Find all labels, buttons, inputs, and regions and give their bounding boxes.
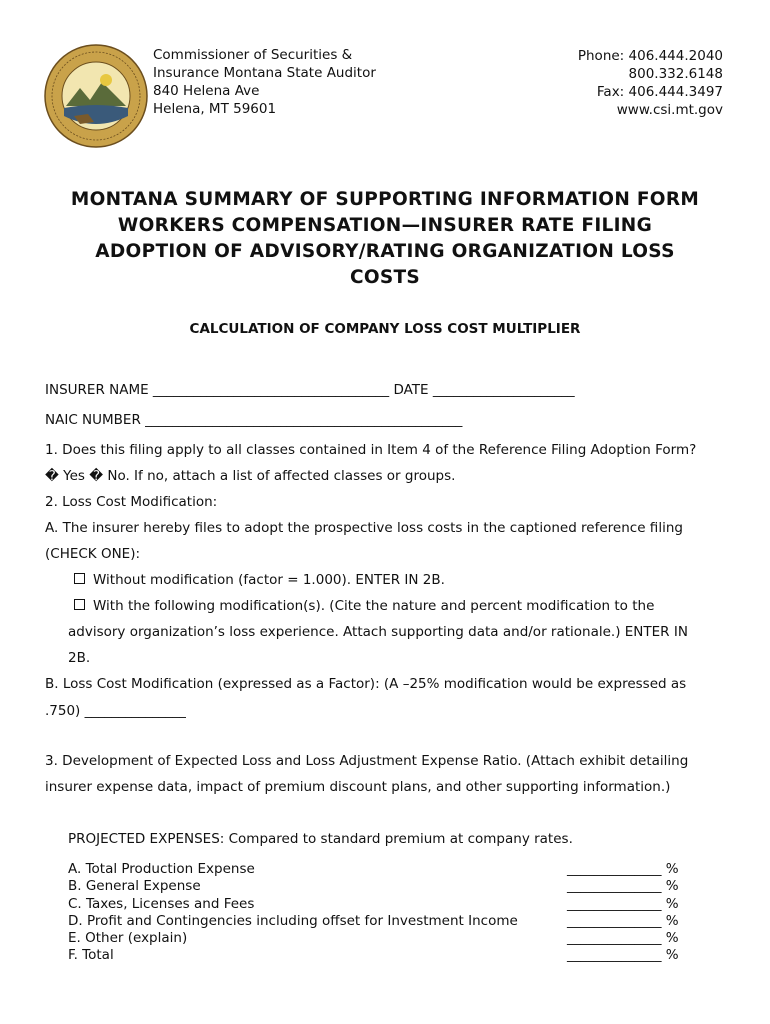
expense-percent-fields [567, 861, 679, 965]
form-title [30, 187, 740, 291]
expense-percent-field[interactable]: ______________ % [567, 912, 679, 929]
address-line: Commissioner of Securities & [153, 47, 353, 63]
expense-percent-field[interactable]: ______________ % [567, 878, 679, 895]
option-with-modification-label: With the following modification(s). (Cite the nature and percent modification to the [93, 598, 655, 614]
agency-address [153, 46, 376, 118]
naic-number-field[interactable]: NAIC NUMBER _______________________________________________ [45, 412, 463, 428]
expense-items [68, 861, 518, 965]
option-without-modification[interactable] [68, 572, 445, 588]
question-3-line-2: insurer expense data, impact of premium discount plans, and other supporting information.) [45, 779, 671, 795]
question-1: 1. Does this filing apply to all classes contained in Item 4 of the Reference Filing Adoption Form? [45, 442, 697, 458]
option-with-modification-line-3: 2B. [68, 650, 91, 666]
insurer-name-date-field[interactable]: INSURER NAME ___________________________________ DATE _____________________ [45, 382, 575, 398]
expense-item: F. Total [68, 947, 114, 964]
question-2: 2. Loss Cost Modification: [45, 494, 218, 510]
checkbox-without-modification[interactable] [74, 573, 85, 584]
address-line: Insurance Montana State Auditor [153, 65, 376, 81]
expense-item: B. General Expense [68, 878, 201, 895]
form-subtitle: CALCULATION OF COMPANY LOSS COST MULTIPLIER [189, 321, 581, 337]
agency-contact [578, 47, 723, 119]
question-1-answer-options[interactable]: � Yes � No. If no, attach a list of affected classes or groups. [45, 468, 456, 484]
projected-expenses-heading: PROJECTED EXPENSES: Compared to standard premium at company rates. [68, 831, 573, 847]
expense-item: A. Total Production Expense [68, 861, 255, 877]
state-auditor-seal [44, 44, 148, 148]
expense-item: C. Taxes, Licenses and Fees [68, 895, 255, 912]
phone-line-2: 800.332.6148 [628, 66, 723, 82]
title-line: COSTS [349, 267, 421, 288]
option-with-modification-line-2: advisory organization’s loss experience. Attach supporting data and/or rationale.) ENTER IN [68, 624, 688, 640]
address-line: 840 Helena Ave [153, 83, 260, 99]
expense-percent-field[interactable]: ______________ % [567, 895, 679, 912]
expense-percent-field[interactable]: ______________ % [567, 930, 679, 947]
checkbox-with-modification[interactable] [74, 599, 85, 610]
question-3-line-1: 3. Development of Expected Loss and Loss Adjustment Expense Ratio. (Attach exhibit detailing [45, 753, 689, 769]
expense-percent-field[interactable]: ______________ % [567, 861, 679, 877]
question-2a-line-1: A. The insurer hereby files to adopt the prospective loss costs in the captioned reference filing [45, 520, 683, 536]
option-with-modification[interactable] [68, 598, 654, 614]
expense-item: D. Profit and Contingencies including offset for Investment Income [68, 912, 518, 929]
expense-item: E. Other (explain) [68, 930, 188, 947]
title-line: MONTANA SUMMARY OF SUPPORTING INFORMATION FORM [70, 189, 700, 210]
title-line: ADOPTION OF ADVISORY/RATING ORGANIZATION LOSS [95, 241, 675, 262]
question-2a-line-2: (CHECK ONE): [45, 546, 141, 562]
title-line: WORKERS COMPENSATION—INSURER RATE FILING [117, 215, 653, 236]
expense-percent-field[interactable]: ______________ % [567, 947, 679, 964]
phone-line: Phone: 406.444.2040 [577, 48, 723, 64]
option-without-modification-label: Without modification (factor = 1.000). ENTER IN 2B. [93, 572, 445, 588]
question-2b-line-1: B. Loss Cost Modification (expressed as a Factor): (A –25% modification would be expressed as [45, 676, 687, 692]
question-2b-factor-field[interactable]: .750) _______________ [45, 703, 186, 719]
website-line: www.csi.mt.gov [616, 102, 723, 118]
address-line: Helena, MT 59601 [153, 101, 277, 117]
fax-line: Fax: 406.444.3497 [596, 84, 723, 100]
